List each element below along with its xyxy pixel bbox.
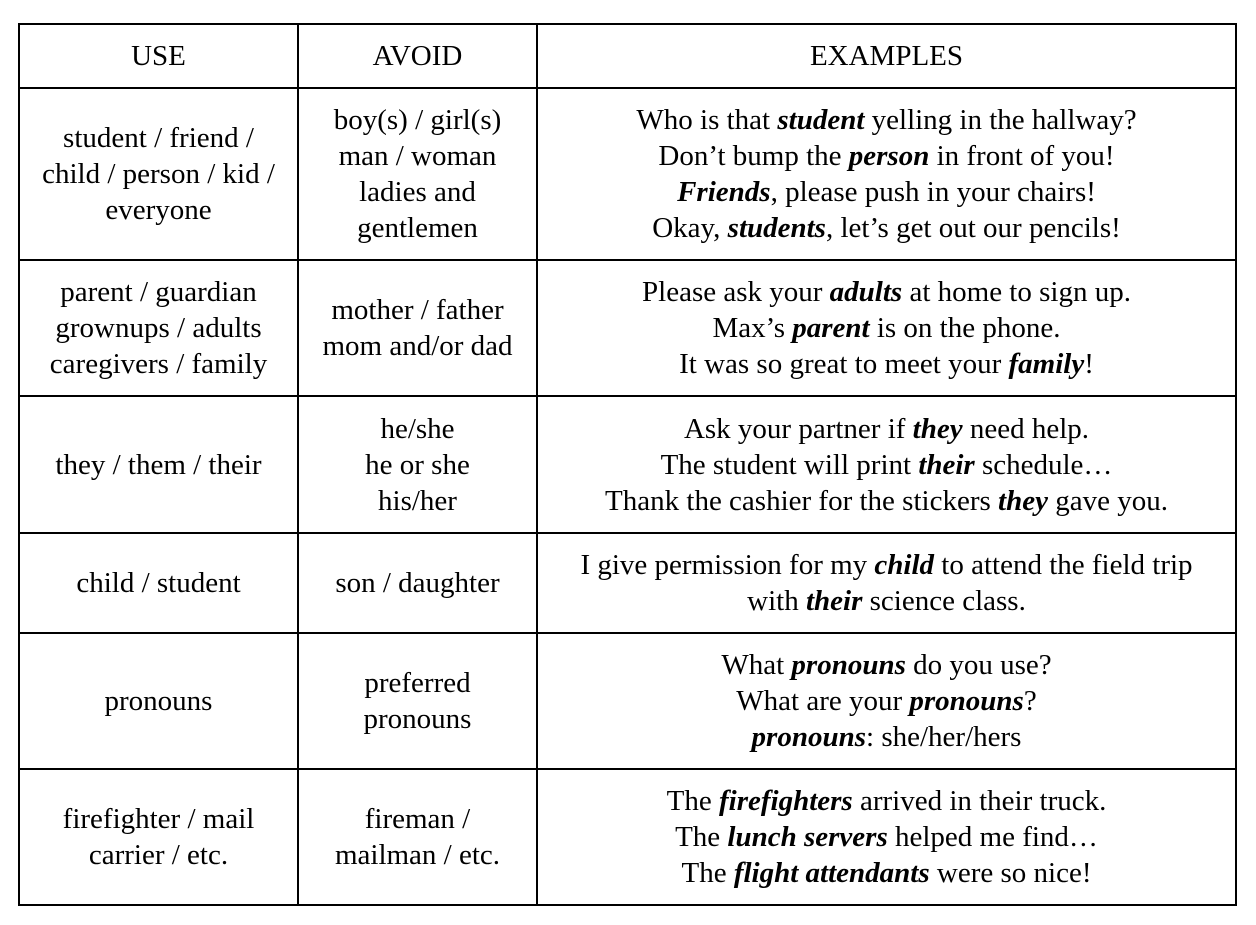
example-text: Max’s bbox=[712, 312, 793, 344]
example-text: ? bbox=[1023, 685, 1037, 717]
example-sentence bbox=[544, 855, 1229, 891]
use-term: carrier / etc. bbox=[88, 839, 229, 871]
example-sentence bbox=[544, 346, 1229, 382]
table-row bbox=[19, 769, 1236, 905]
emphasized-term: flight attendants bbox=[733, 857, 930, 889]
use-term: firefighter / mail bbox=[62, 803, 255, 835]
use-cell bbox=[19, 533, 298, 633]
example-sentence bbox=[544, 719, 1229, 755]
example-text: helped me find… bbox=[887, 821, 1098, 853]
examples-cell bbox=[537, 396, 1236, 533]
example-text: It was so great to meet your bbox=[679, 348, 1009, 380]
example-text: Please ask your bbox=[642, 276, 830, 308]
table-row bbox=[19, 533, 1236, 633]
example-sentence bbox=[544, 138, 1229, 174]
table-row bbox=[19, 396, 1236, 533]
example-text: Okay, bbox=[652, 212, 728, 244]
emphasized-term: adults bbox=[829, 276, 903, 308]
emphasized-term: they bbox=[998, 484, 1048, 517]
avoid-term: his/her bbox=[378, 484, 457, 517]
emphasized-term: parent bbox=[792, 312, 870, 344]
example-text: arrived in their truck. bbox=[852, 785, 1107, 817]
use-term: child / person / kid / bbox=[42, 158, 275, 190]
emphasized-term: family bbox=[1008, 348, 1085, 380]
examples-cell bbox=[537, 88, 1236, 260]
example-text: do you use? bbox=[905, 649, 1052, 681]
example-text: The bbox=[675, 821, 728, 853]
example-sentence bbox=[544, 819, 1229, 855]
use-term: grownups / adults bbox=[55, 312, 262, 344]
avoid-cell bbox=[298, 88, 537, 260]
example-text: schedule… bbox=[974, 448, 1113, 481]
table-row bbox=[19, 88, 1236, 260]
example-text: The bbox=[681, 857, 734, 889]
avoid-cell bbox=[298, 396, 537, 533]
avoid-term: mailman / etc. bbox=[334, 839, 501, 871]
use-term: pronouns bbox=[104, 685, 213, 717]
example-sentence bbox=[544, 483, 1229, 519]
example-text: What bbox=[721, 649, 792, 681]
avoid-term: he or she bbox=[365, 448, 470, 481]
avoid-term: man / woman bbox=[338, 140, 497, 172]
emphasized-term: Friends bbox=[677, 176, 771, 208]
example-text: ! bbox=[1084, 348, 1094, 380]
example-sentence bbox=[544, 210, 1229, 246]
example-text: Who is that bbox=[636, 104, 778, 136]
example-text: in front of you! bbox=[929, 140, 1115, 172]
avoid-term: ladies and bbox=[359, 176, 476, 208]
example-text: : she/her/hers bbox=[866, 721, 1022, 753]
emphasized-term: their bbox=[918, 448, 975, 481]
avoid-term: pronouns bbox=[363, 703, 472, 735]
emphasized-term: pronouns bbox=[791, 649, 906, 681]
avoid-term: mother / father bbox=[331, 294, 504, 326]
emphasized-term: pronouns bbox=[751, 721, 867, 753]
avoid-term: gentlemen bbox=[357, 212, 478, 244]
avoid-cell bbox=[298, 533, 537, 633]
examples-cell bbox=[537, 260, 1236, 396]
example-text: Ask your partner if bbox=[683, 412, 913, 445]
example-sentence bbox=[544, 411, 1229, 447]
examples-cell bbox=[537, 633, 1236, 769]
inclusive-language-table bbox=[18, 23, 1237, 906]
use-cell bbox=[19, 633, 298, 769]
emphasized-term: pronouns bbox=[909, 685, 1024, 717]
example-text: were so nice! bbox=[929, 857, 1092, 889]
example-text: , let’s get out our pencils! bbox=[825, 212, 1121, 244]
example-sentence bbox=[544, 583, 1229, 619]
avoid-term: preferred bbox=[364, 667, 471, 699]
emphasized-term: lunch servers bbox=[727, 821, 888, 853]
examples-cell bbox=[537, 769, 1236, 905]
emphasized-term: firefighters bbox=[718, 785, 853, 817]
avoid-term: son / daughter bbox=[335, 567, 500, 599]
use-cell bbox=[19, 769, 298, 905]
emphasized-term: their bbox=[805, 585, 863, 617]
example-text: need help. bbox=[962, 412, 1090, 445]
emphasized-term: child bbox=[874, 549, 935, 581]
emphasized-term: student bbox=[777, 104, 865, 136]
example-sentence bbox=[544, 683, 1229, 719]
example-sentence bbox=[544, 547, 1229, 583]
example-text: science class. bbox=[862, 585, 1026, 617]
use-term: everyone bbox=[105, 194, 212, 226]
avoid-cell bbox=[298, 633, 537, 769]
avoid-term: boy(s) / girl(s) bbox=[333, 104, 502, 136]
example-text: gave you. bbox=[1047, 484, 1168, 517]
example-text: yelling in the hallway? bbox=[864, 104, 1137, 136]
header-avoid: AVOID bbox=[298, 24, 537, 88]
avoid-term: mom and/or dad bbox=[322, 330, 513, 362]
header-examples: EXAMPLES bbox=[537, 24, 1236, 88]
example-sentence bbox=[544, 647, 1229, 683]
example-text: at home to sign up. bbox=[902, 276, 1131, 308]
use-cell bbox=[19, 260, 298, 396]
avoid-term: he/she bbox=[380, 412, 455, 445]
table-body bbox=[19, 24, 1236, 905]
emphasized-term: students bbox=[727, 212, 826, 244]
use-term: caregivers / family bbox=[49, 348, 268, 380]
example-sentence bbox=[544, 174, 1229, 210]
avoid-cell bbox=[298, 260, 537, 396]
examples-cell bbox=[537, 533, 1236, 633]
avoid-term: fireman / bbox=[364, 803, 471, 835]
example-text: I give permission for my bbox=[580, 549, 875, 581]
example-text: Thank the cashier for the stickers bbox=[605, 484, 999, 517]
example-sentence bbox=[544, 310, 1229, 346]
example-text: The student will print bbox=[660, 448, 919, 481]
example-text: What are your bbox=[736, 685, 910, 717]
example-sentence bbox=[544, 274, 1229, 310]
example-text: with bbox=[747, 585, 806, 617]
example-text: Don’t bump the bbox=[658, 140, 849, 172]
table-row bbox=[19, 260, 1236, 396]
use-term: student / friend / bbox=[63, 122, 254, 154]
header-row bbox=[19, 24, 1236, 88]
emphasized-term: they bbox=[912, 412, 963, 445]
avoid-cell bbox=[298, 769, 537, 905]
table-row bbox=[19, 633, 1236, 769]
use-term: child / student bbox=[76, 567, 241, 599]
example-text: is on the phone. bbox=[869, 312, 1061, 344]
use-cell bbox=[19, 396, 298, 533]
use-cell bbox=[19, 88, 298, 260]
use-term: they / them / their bbox=[55, 448, 262, 481]
use-term: parent / guardian bbox=[60, 276, 257, 308]
example-text: , please push in your chairs! bbox=[770, 176, 1096, 208]
example-text: The bbox=[666, 785, 719, 817]
example-sentence bbox=[544, 783, 1229, 819]
example-sentence bbox=[544, 447, 1229, 483]
example-text: to attend the field trip bbox=[934, 549, 1193, 581]
header-use: USE bbox=[19, 24, 298, 88]
example-sentence bbox=[544, 102, 1229, 138]
emphasized-term: person bbox=[848, 140, 930, 172]
